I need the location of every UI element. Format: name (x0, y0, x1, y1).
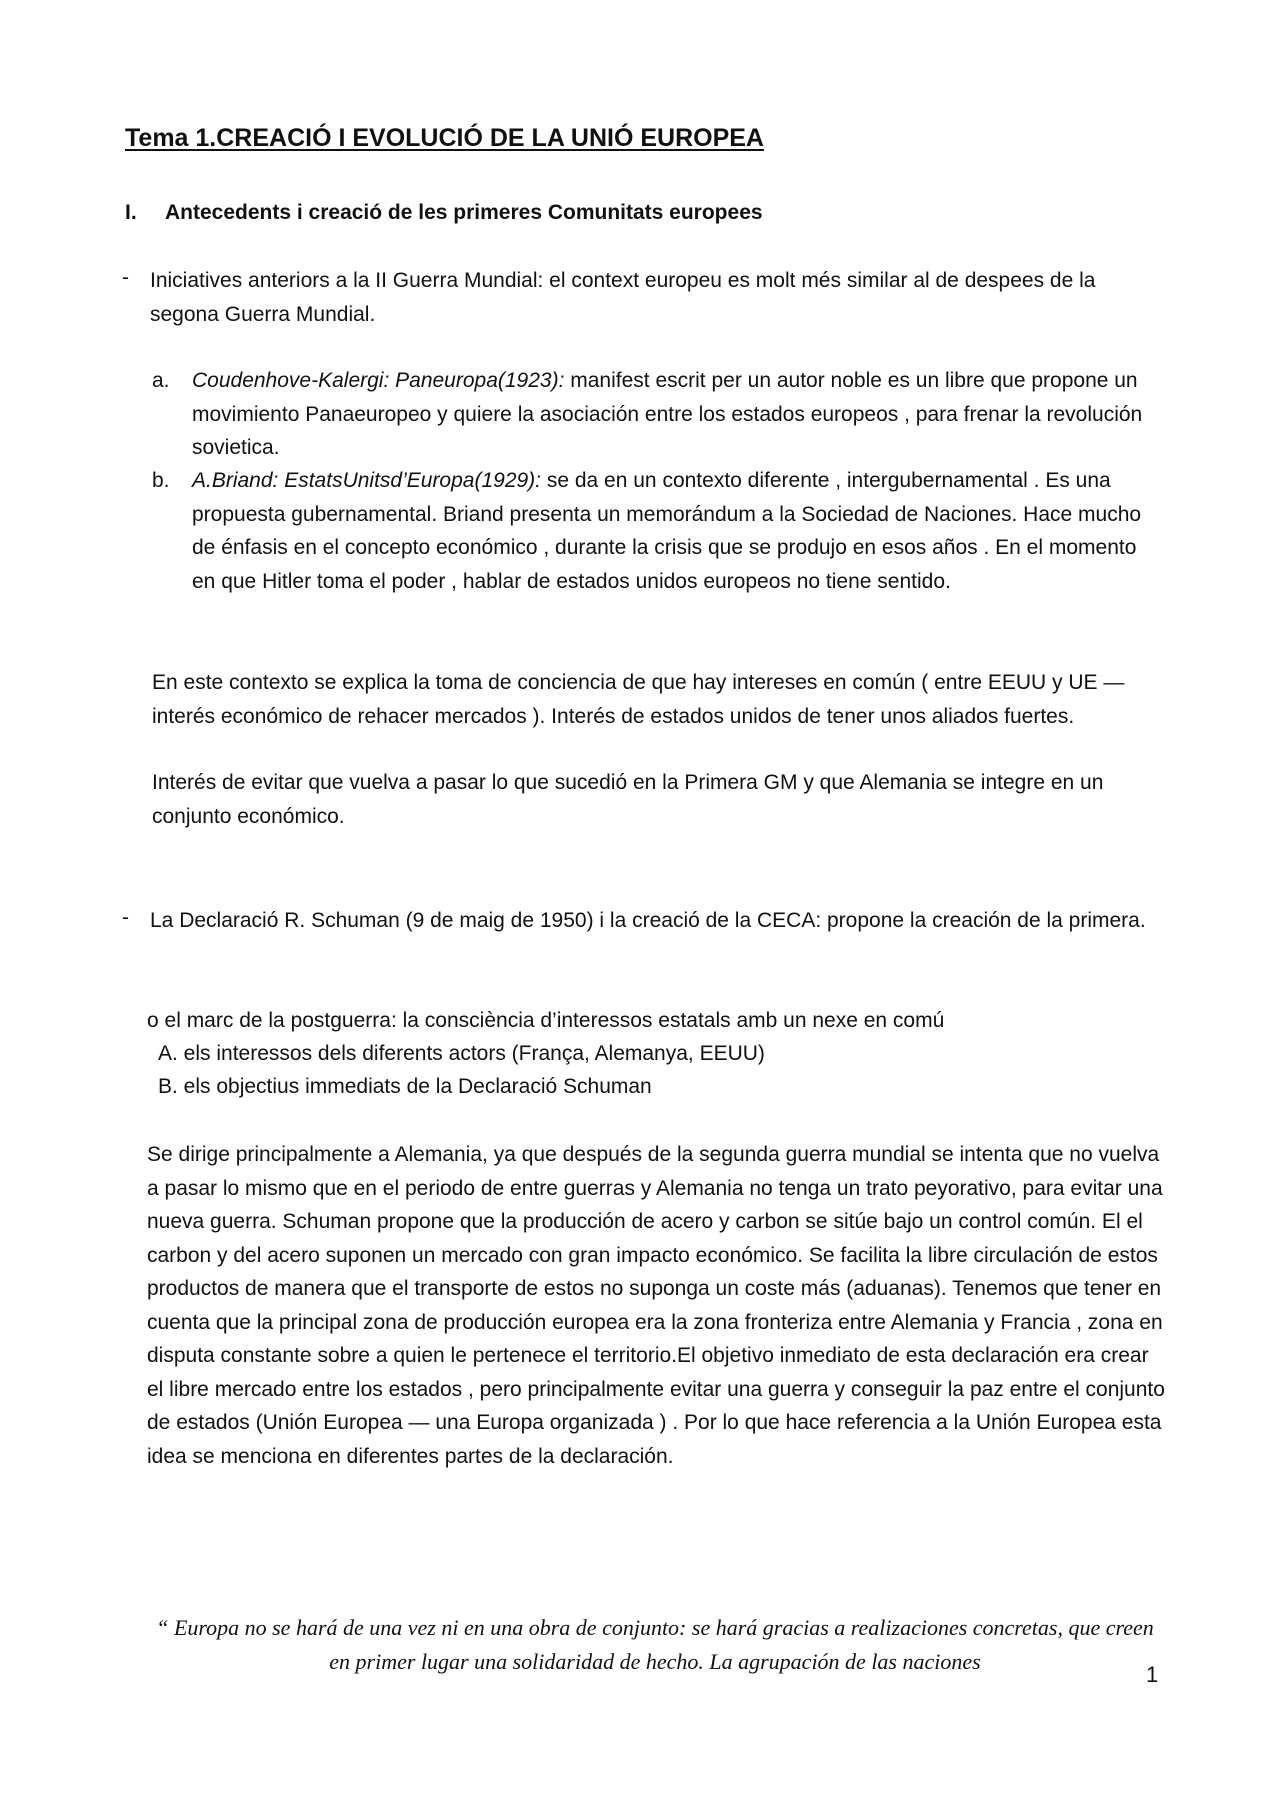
section-number: I. (125, 201, 137, 224)
list-item-label: b. (152, 469, 170, 492)
bullet-prewar-initiatives: Iniciatives anteriors a la II Guerra Mundial: el context europeu es molt més similar al de despees de la segona Guerra Mundial. (150, 269, 1096, 326)
context-paragraph-2: Interés de evitar que vuelva a pasar lo que sucedió en la Primera GM y que Alemania se integre en un conjunto económico. (152, 771, 1104, 828)
schuman-quote: “ Europa no se hará de una vez ni en una obra de conjunto: se hará gracias a realizaciones concretas, que creen en primer lugar una solidaridad de hecho. La agrupación de las naciones (156, 1615, 1154, 1674)
list-item-body: se da en un contexto diferente , intergubernamental . Es una propuesta gubernamental. Briand presenta un memorándum a la Sociedad de Naciones. Hace mucho de énfasis en el concepto económico , durante la crisis que se produjo en esos años . En el momento en que Hitler toma el poder , hablar de estados unidos europeos no tiene sentido. (192, 469, 1142, 593)
list-item-label: a. (152, 369, 170, 392)
bullet-schuman-declaration: La Declaració R. Schuman (9 de maig de 1950) i la creació de la CECA: propone la creación de la primera. (150, 909, 1146, 932)
list-item-text (192, 364, 1157, 465)
context-paragraph: En este contexto se explica la toma de conciencia de que hay intereses en común ( entre EEUU y UE — interés económico de rehacer mercados ). Interés de estados unidos de tener unos aliados fuertes. (152, 671, 1125, 728)
schuman-paragraph: Se dirige principalmente a Alemania, ya que después de la segunda guerra mundial se intenta que no vuelva a pasar lo mismo que en el periodo de entre guerras y Alemania no tenga un trato peyorativo, para evitar una nueva guerra. Schuman propone que la producción de acero y carbon se sitúe bajo un control común. El el carbon y del acero suponen un mercado con gran impacto económico. Se facilita la libre circulación de estos productos de manera que el transporte de estos no suponga un coste más (aduanas). Tenemos que tener en cuenta que la principal zona de producción europea era la zona fronteriza entre Alemania y Francia , zona en disputa constante sobre a quien le pertenece el territorio.El objetivo inmediato de esta declaración era crear el libre mercado entre los estados , pero principalmente evitar una guerra y conseguir la paz entre el conjunto de estados (Unión Europea — una Europa organizada ) . Por lo que hace referencia a la Unión Europea esta idea se menciona en diferentes partes de la declaración. (147, 1143, 1165, 1468)
sub-item-postwar: o el marc de la postguerra: la consciència d’interessos estatals amb un nexe en comú (147, 1009, 945, 1032)
sub-item-b: B. els objectius immediats de la Declaració Schuman (158, 1075, 652, 1098)
list-item-text (192, 464, 1157, 598)
list-item-title: A.Briand: EstatsUnitsd’Europa(1929): (192, 469, 542, 492)
section-heading-text: Antecedents i creació de les primeres Comunitats europees (165, 201, 763, 224)
bullet-dash: - (122, 906, 129, 929)
bullet-dash: - (122, 266, 129, 289)
sub-item-a: A. els interessos dels diferents actors (França, Alemanya, EEUU) (158, 1042, 765, 1065)
list-item-title: Coudenhove-Kalergi: Paneuropa(1923): (192, 369, 565, 392)
document-title: Tema 1.CREACIÓ I EVOLUCIÓ DE LA UNIÓ EUROPEA (125, 124, 764, 152)
section-heading (125, 201, 763, 225)
page-number: 1 (1146, 1662, 1159, 1687)
list-item-body: manifest escrit per un autor noble es un libre que propone un movimiento Panaeuropeo y quiere la asociación entre los estados europeos , para frenar la revolución sovietica. (192, 369, 1143, 459)
